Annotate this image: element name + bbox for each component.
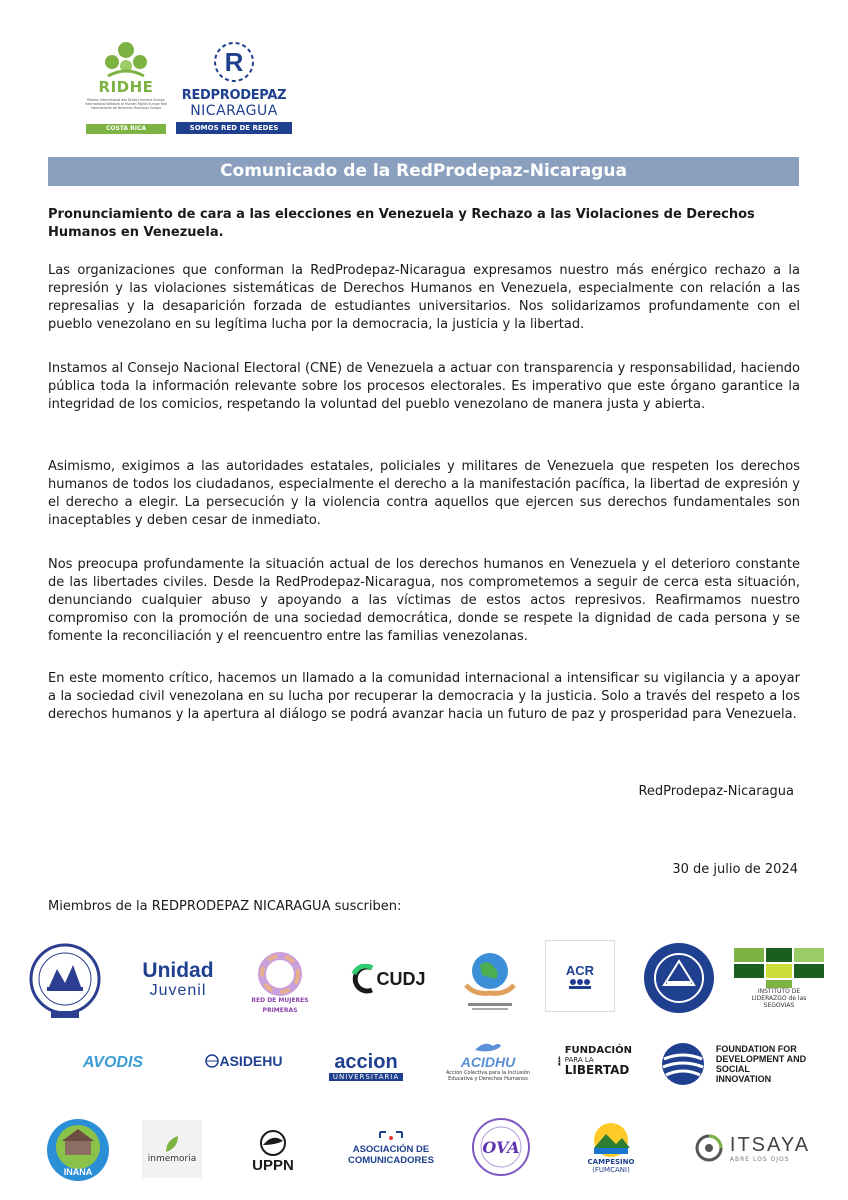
globe-hands-icon (460, 945, 520, 1015)
ova-label: OVA (482, 1138, 520, 1157)
paragraph-5: En este momento crítico, hacemos un llamado a la comunidad internacional a intensificar su vigilancia y a apoyar a la sociedad civil venezolana en su lucha por recuperar la democracia y la justicia. Solo a través del respeto a los derechos humanos y la apertura al diálogo se podrá avanzar hacia un futuro de paz y prosperidad para Venezuela. (48, 671, 800, 722)
nicaragua-seal-icon (642, 941, 716, 1015)
fumcani-landscape-icon (590, 1122, 632, 1158)
acidhu-caption: Acción Colectiva para la Inclusión Educativa y Derechos Humanos (446, 1070, 530, 1082)
accion-line1: accion (334, 1051, 398, 1073)
hands-circle-icon (245, 952, 315, 996)
paragraph-3: Asimismo, exigimos a las autoridades estatales, policiales y militares de Venezuela que respeten los derechos humanos de todos los ciudadanos, especialmente el derecho a la manifestación pacífica, la libertad de expresión y el derecho a elegir. La persecución y la violencia contra aquellos que ejercen sus derechos fundamentales son inaceptables y deben cesar de inmediato. (48, 459, 800, 528)
paragraph-4: Nos preocupa profundamente la situación actual de los derechos humanos en Venezuela y el deterioro constante de las libertades civiles. Desde la RedProdepaz-Nicaragua, nos comprometemos a seguir de cerca esta situación, denunciando cualquier abuso y apoyando a las víctimas de estos actos represivos. Reafirmamos nuestro compromiso con la promoción de una sociedad democrática, donde se respete la dignidad de cada persona y se fomente la reconciliación y el reencuentro entre las familias venezolanas. (48, 557, 800, 644)
paragraph-1: Las organizaciones que conforman la RedProdepaz-Nicaragua expresamos nuestro más enérgico rechazo a la represión y las violaciones sistemáticas de Derechos Humanos en Venezuela, especialmente con relación a las represalias y la desaparición forzada de estudiantes universitarios. Nos solidarizamos profundamente con el pueblo venezolano en su legítima lucha por la democracia, la justicia y la libertad. (48, 263, 800, 332)
logo-inmemoria (142, 1120, 202, 1178)
logo-fundacion-libertad (558, 1034, 632, 1088)
page-title: Comunicado de la RedProdepaz-Nicaragua (48, 157, 799, 186)
logo-forest-seal (22, 940, 108, 1022)
itsaya-eye-icon (694, 1133, 724, 1163)
fdsi-line4: INNOVATION (715, 1074, 772, 1084)
logo-avodis (68, 1048, 158, 1078)
logo-globe-hands (455, 942, 525, 1018)
ridhe-logo (84, 40, 168, 136)
fundacion-libertad-text (565, 1045, 632, 1077)
inana-seal-icon (45, 1117, 111, 1183)
forest-seal-icon (25, 941, 105, 1021)
document-subject: Pronunciamiento de cara a las elecciones en Venezuela y Rechazo a las Violaciones de Derechos Humanos en Venezuela. (48, 207, 755, 240)
itsaya-tagline: ABRE LOS OJOS (729, 1155, 790, 1163)
unidad-juvenil-line1: Unidad (142, 959, 214, 982)
logo-instituto (732, 942, 826, 1014)
acr-people-icon (565, 978, 595, 990)
acidhu-label: ACIDHU (460, 1054, 516, 1070)
document-date: 30 de julio de 2024 (672, 862, 798, 877)
redprodepaz-logo (174, 40, 294, 136)
itsaya-text (730, 1134, 810, 1163)
asidehu-globe-icon (205, 1053, 219, 1069)
fundacion-libertad-line2: PARA LA (564, 1056, 594, 1064)
ridhe-name: RIDHE (98, 78, 154, 96)
logo-accion-universitaria (318, 1046, 414, 1086)
instituto-blocks-icon (734, 948, 824, 988)
red-mujeres-label: RED DE MUJERES PRIMERAS (251, 997, 309, 1014)
logo-acr (545, 940, 615, 1012)
paragraph-2: Instamos al Consejo Nacional Electoral (CNE) de Venezuela a actuar con transparencia y responsabilidad, haciendo pública toda la información relevante sobre los procesos electorales. Es imperativo que este órgano garantice la integridad de los comicios, respetando la voluntad del pueblo venezolano de manera justa y abierta. (48, 361, 800, 412)
svg-text:R: R (224, 47, 244, 77)
ridhe-country: COSTA RICA (86, 124, 166, 134)
logo-itsaya (672, 1128, 832, 1168)
signature: RedProdepaz-Nicaragua (638, 784, 794, 799)
inana-label: INANA (63, 1167, 93, 1177)
logo-unidad-juvenil (134, 955, 222, 1005)
logo-nicaragua-seal (641, 940, 717, 1016)
uppn-label: UPPN (252, 1156, 294, 1174)
logo-acidhu (446, 1034, 530, 1088)
inmemoria-label: inmemoria (147, 1154, 197, 1164)
logo-red-mujeres (244, 948, 316, 1020)
cudj-arc-icon (350, 964, 376, 994)
fdsi-sphere-icon (660, 1041, 706, 1087)
accion-line2: UNIVERSITARIA (329, 1073, 403, 1081)
redprodepaz-line3: SOMOS RED DE REDES (176, 122, 292, 134)
fumcani-line1: CAMPESINO (587, 1158, 635, 1166)
fdsi-line2: DEVELOPMENT AND (715, 1054, 807, 1064)
asociacion-line1: ASOCIACIÓN DE (352, 1144, 430, 1155)
fundacion-libertad-line3: LIBERTAD (564, 1063, 630, 1077)
fundacion-libertad-line1: FUNDACIÓN (564, 1045, 632, 1056)
unidad-juvenil-line2: Juvenil (149, 982, 207, 999)
itsaya-label: ITSAYA (729, 1133, 811, 1156)
redprodepaz-line1: REDPRODEPAZ (181, 88, 287, 103)
cudj-label: CUDJ (376, 968, 426, 989)
avodis-label: AVODIS (82, 1054, 144, 1071)
dove-icon (473, 1040, 503, 1054)
instituto-label: INSTITUTO DE LIDERAZGO de las SEGOVIAS (751, 987, 807, 1009)
fumcani-line2: (FUMCANI) (592, 1166, 630, 1174)
header-logos (84, 40, 304, 140)
ridhe-emblem-icon (84, 40, 168, 80)
fdsi-text (716, 1044, 806, 1084)
leaf-icon (162, 1134, 182, 1154)
frame-icon (378, 1130, 404, 1144)
uppn-bird-icon (253, 1129, 293, 1157)
redprodepaz-line2: NICARAGUA (190, 103, 278, 119)
asidehu-label: ASIDEHU (219, 1053, 283, 1069)
fdsi-line1: FOUNDATION FOR (715, 1044, 797, 1054)
logo-fumcani (576, 1112, 646, 1184)
logo-ova (470, 1116, 532, 1178)
logo-asidehu (196, 1046, 292, 1076)
asociacion-line2: COMUNICADORES (347, 1155, 435, 1166)
acr-label: ACR (565, 962, 595, 978)
logo-uppn (240, 1122, 306, 1180)
logo-fdsi (658, 1040, 808, 1088)
logo-asociacion-comunicadores (346, 1118, 436, 1178)
logo-cudj (346, 957, 430, 1001)
ova-seal-icon (471, 1117, 531, 1177)
members-intro: Miembros de la REDPRODEPAZ NICARAGUA suscriben: (48, 899, 402, 914)
logo-inana (44, 1116, 112, 1184)
redprodepaz-emblem-icon (174, 40, 294, 86)
lighthouse-icon (558, 1036, 561, 1086)
fdsi-line3: SOCIAL (715, 1064, 750, 1074)
ridhe-tagline: Réseau International des Droits Humains Europe International Network of Human Rights Europe Red Internacional de Derechos Humanos Europa (85, 98, 167, 110)
